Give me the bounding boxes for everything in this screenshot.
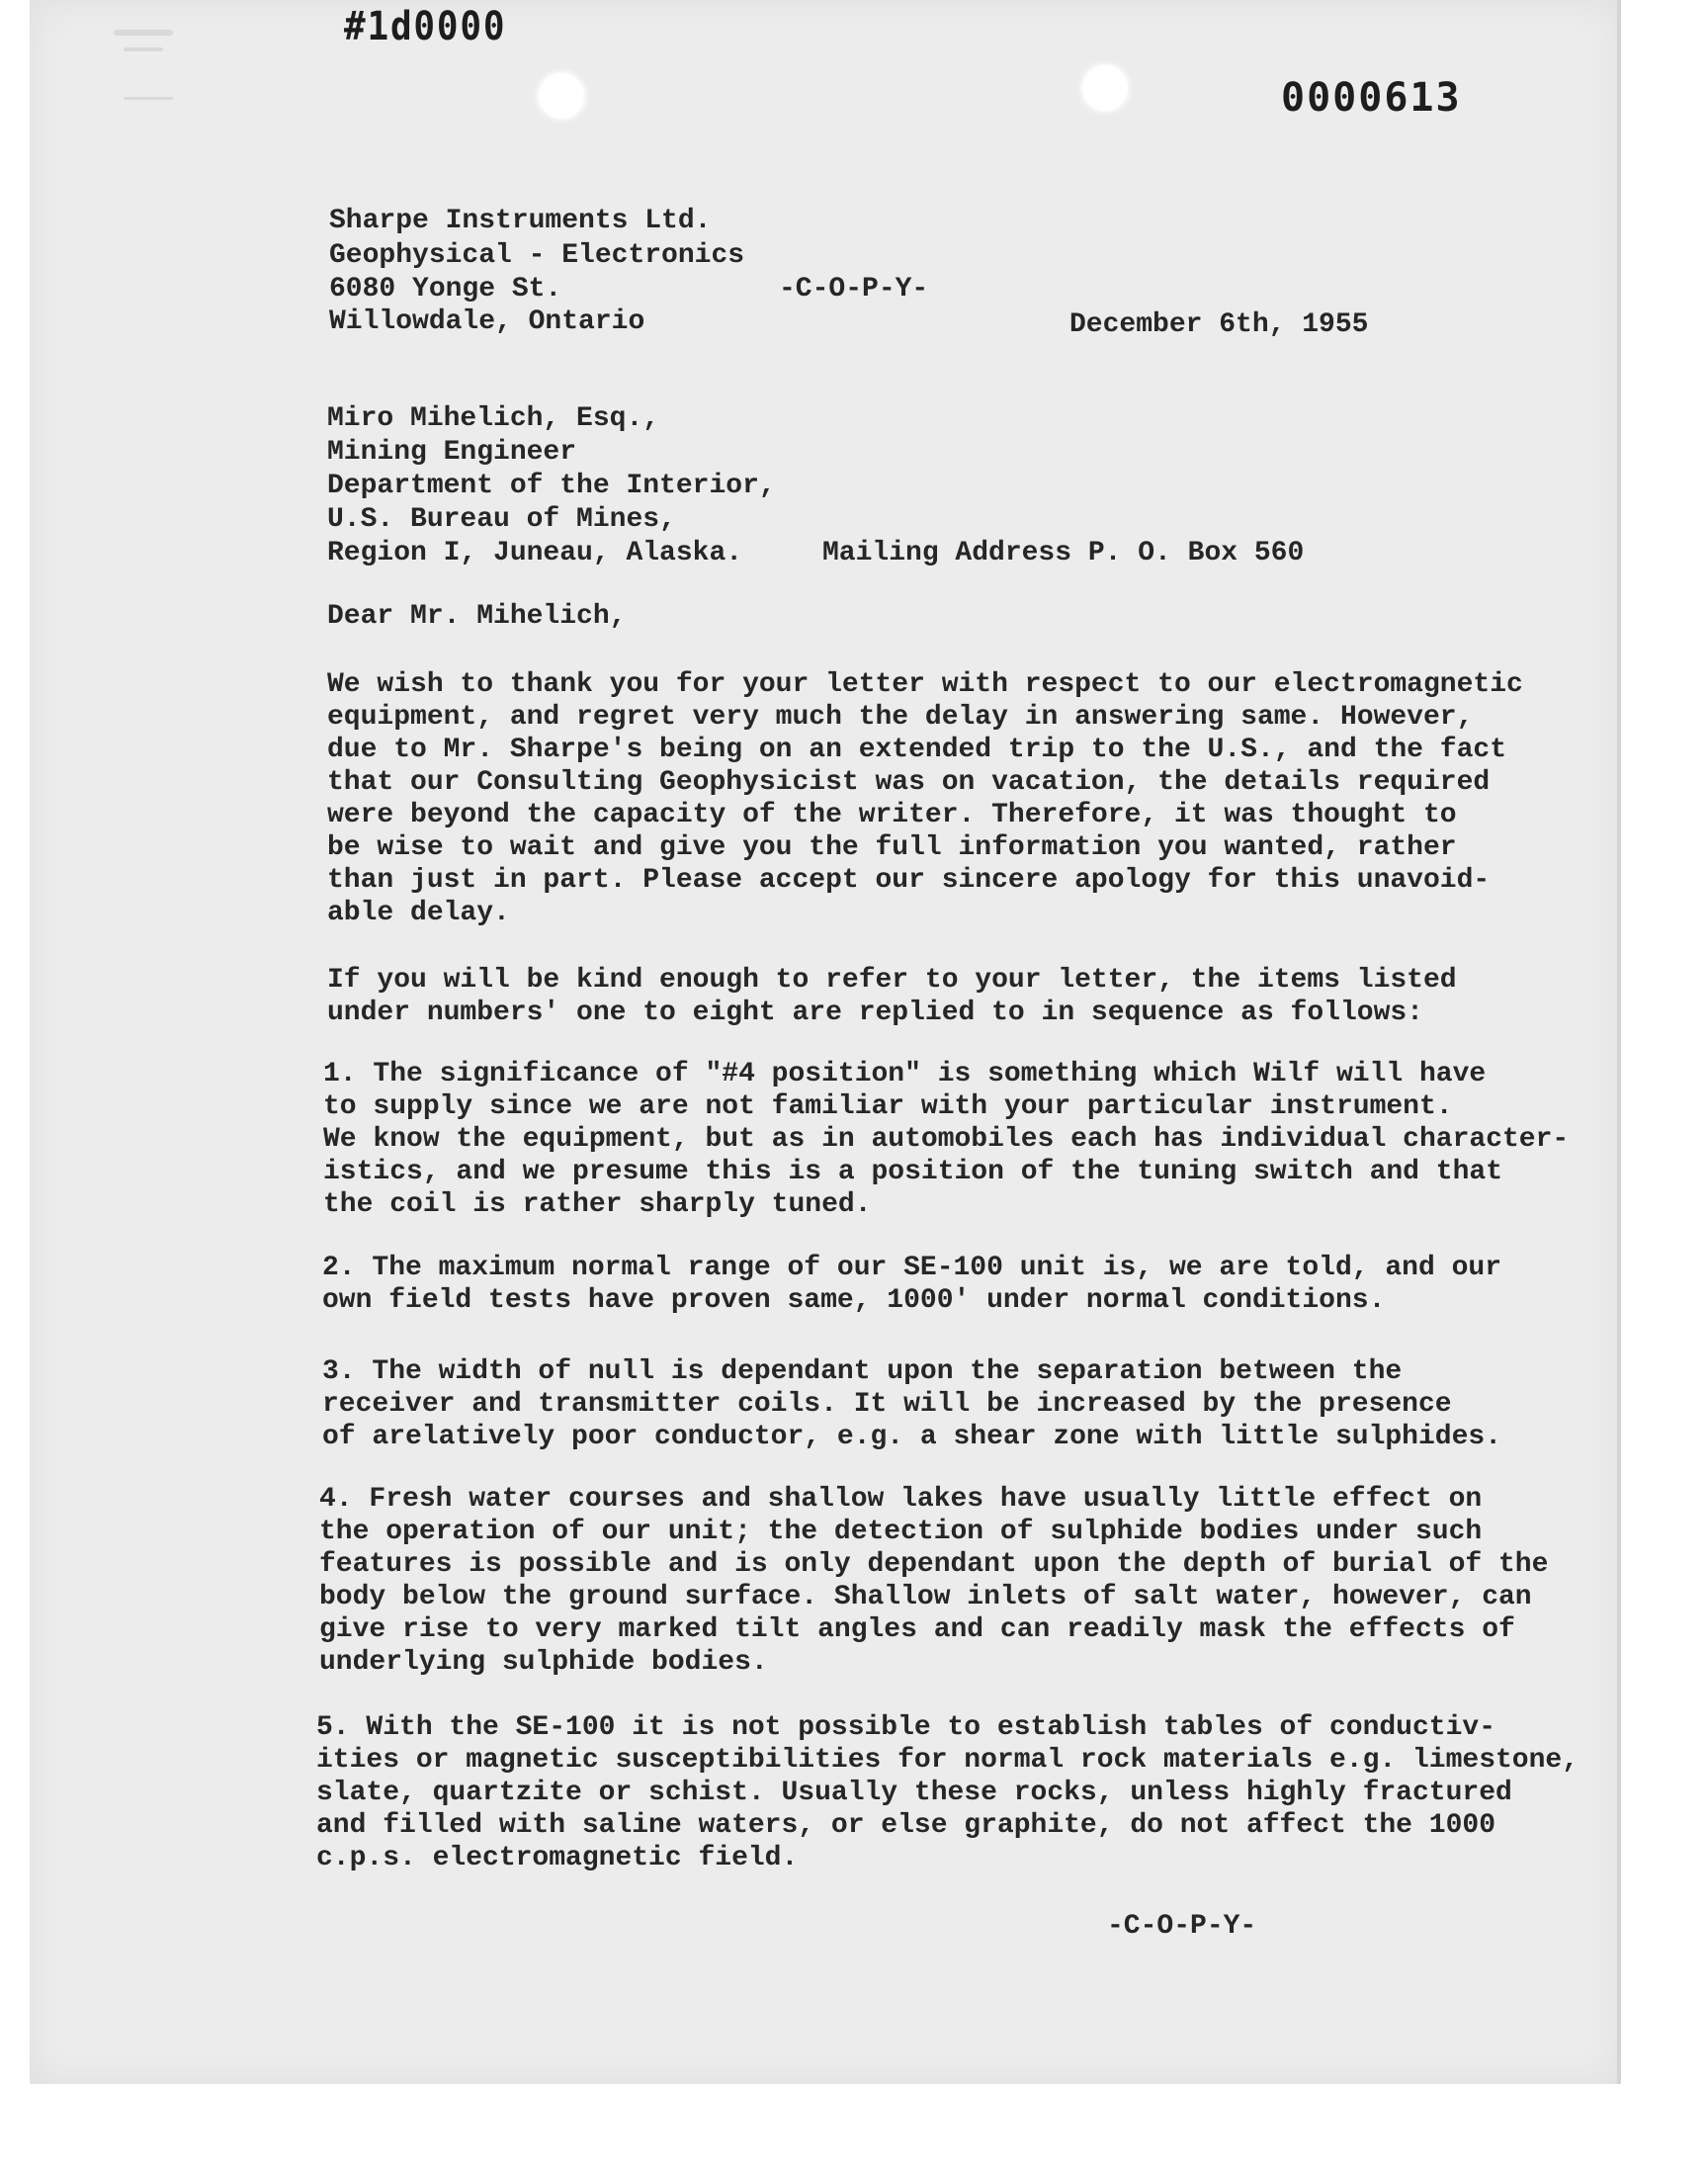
stamp-document-number: 0000613 bbox=[1281, 75, 1462, 121]
paper-edge bbox=[1617, 0, 1621, 2084]
punch-hole-right bbox=[1082, 65, 1128, 111]
smudge-mark bbox=[124, 47, 163, 51]
recipient-title: Mining Engineer bbox=[327, 437, 577, 468]
sender-division: Geophysical - Electronics bbox=[329, 240, 745, 271]
sender-company: Sharpe Instruments Ltd. bbox=[329, 206, 712, 236]
sender-city: Willowdale, Ontario bbox=[329, 306, 645, 337]
stamp-top-left: #1d0000 bbox=[344, 4, 507, 49]
recipient-mailing-address: Mailing Address P. O. Box 560 bbox=[822, 538, 1305, 568]
body-item-4: 4. Fresh water courses and shallow lakes have usually little effect on the operation of our unit; the detection of sulphide bodies under such features is possible and is only dependant upon the depth of burial of the body below the ground surface. Shallow inlets of salt water, however, can give rise to very marked tilt angles and can readily mask the effects of underlying sulphide bodies. bbox=[319, 1484, 1549, 1678]
body-item-5: 5. With the SE-100 it is not possible to establish tables of conductiv- ities or magnetic susceptibilities for normal rock materials e.g. limestone, slate, quartzite or schist. Usually these rocks, unless highly fractured and filled with saline waters, or else graphite, do not affect the 1000 c.p.s. electromagnetic field. bbox=[316, 1712, 1580, 1873]
copy-mark-header: -C-O-P-Y- bbox=[779, 274, 929, 304]
body-paragraph-reference: If you will be kind enough to refer to your letter, the items listed under numbers' one to eight are replied to in sequence as follows: bbox=[327, 965, 1457, 1028]
salutation: Dear Mr. Mihelich, bbox=[327, 601, 627, 632]
body-item-2: 2. The maximum normal range of our SE-100 unit is, we are told, and our own field tests have proven same, 1000' under normal conditions. bbox=[322, 1253, 1501, 1316]
recipient-region: Region I, Juneau, Alaska. bbox=[327, 538, 743, 568]
body-paragraph-intro: We wish to thank you for your letter with respect to our electromagnetic equipment, and regret very much the delay in answering same. However, due to Mr. Sharpe's being on an extended trip to the U.S., and the fact that our Consulting Geophysicist was on vacation, the details required were beyond the capacity of the writer. Therefore, it was thought to be wise to wait and give you the full information you wanted, rather than just in part. Please accept our sincere apology for this unavoid- able delay. bbox=[327, 669, 1523, 928]
body-item-3: 3. The width of null is dependant upon the separation between the receiver and transmitter coils. It will be increased by the presence of arelatively poor conductor, e.g. a shear zone with little sulphides. bbox=[322, 1356, 1501, 1452]
smudge-mark bbox=[124, 97, 173, 100]
recipient-name: Miro Mihelich, Esq., bbox=[327, 403, 660, 434]
smudge-mark bbox=[114, 30, 173, 36]
recipient-bureau: U.S. Bureau of Mines, bbox=[327, 504, 676, 535]
body-item-1: 1. The significance of "#4 position" is something which Wilf will have to supply since we are not familiar with your particular instrument. We know the equipment, but as in automobiles each has individual character- istics, and we presume this is a position of the tuning switch and that the coil is rather sharply tuned. bbox=[323, 1059, 1570, 1220]
recipient-department: Department of the Interior, bbox=[327, 471, 776, 501]
sender-street: 6080 Yonge St. bbox=[329, 274, 562, 304]
copy-mark-footer: -C-O-P-Y- bbox=[1107, 1911, 1257, 1942]
punch-hole-left bbox=[539, 73, 584, 119]
letter-date: December 6th, 1955 bbox=[1069, 309, 1369, 340]
